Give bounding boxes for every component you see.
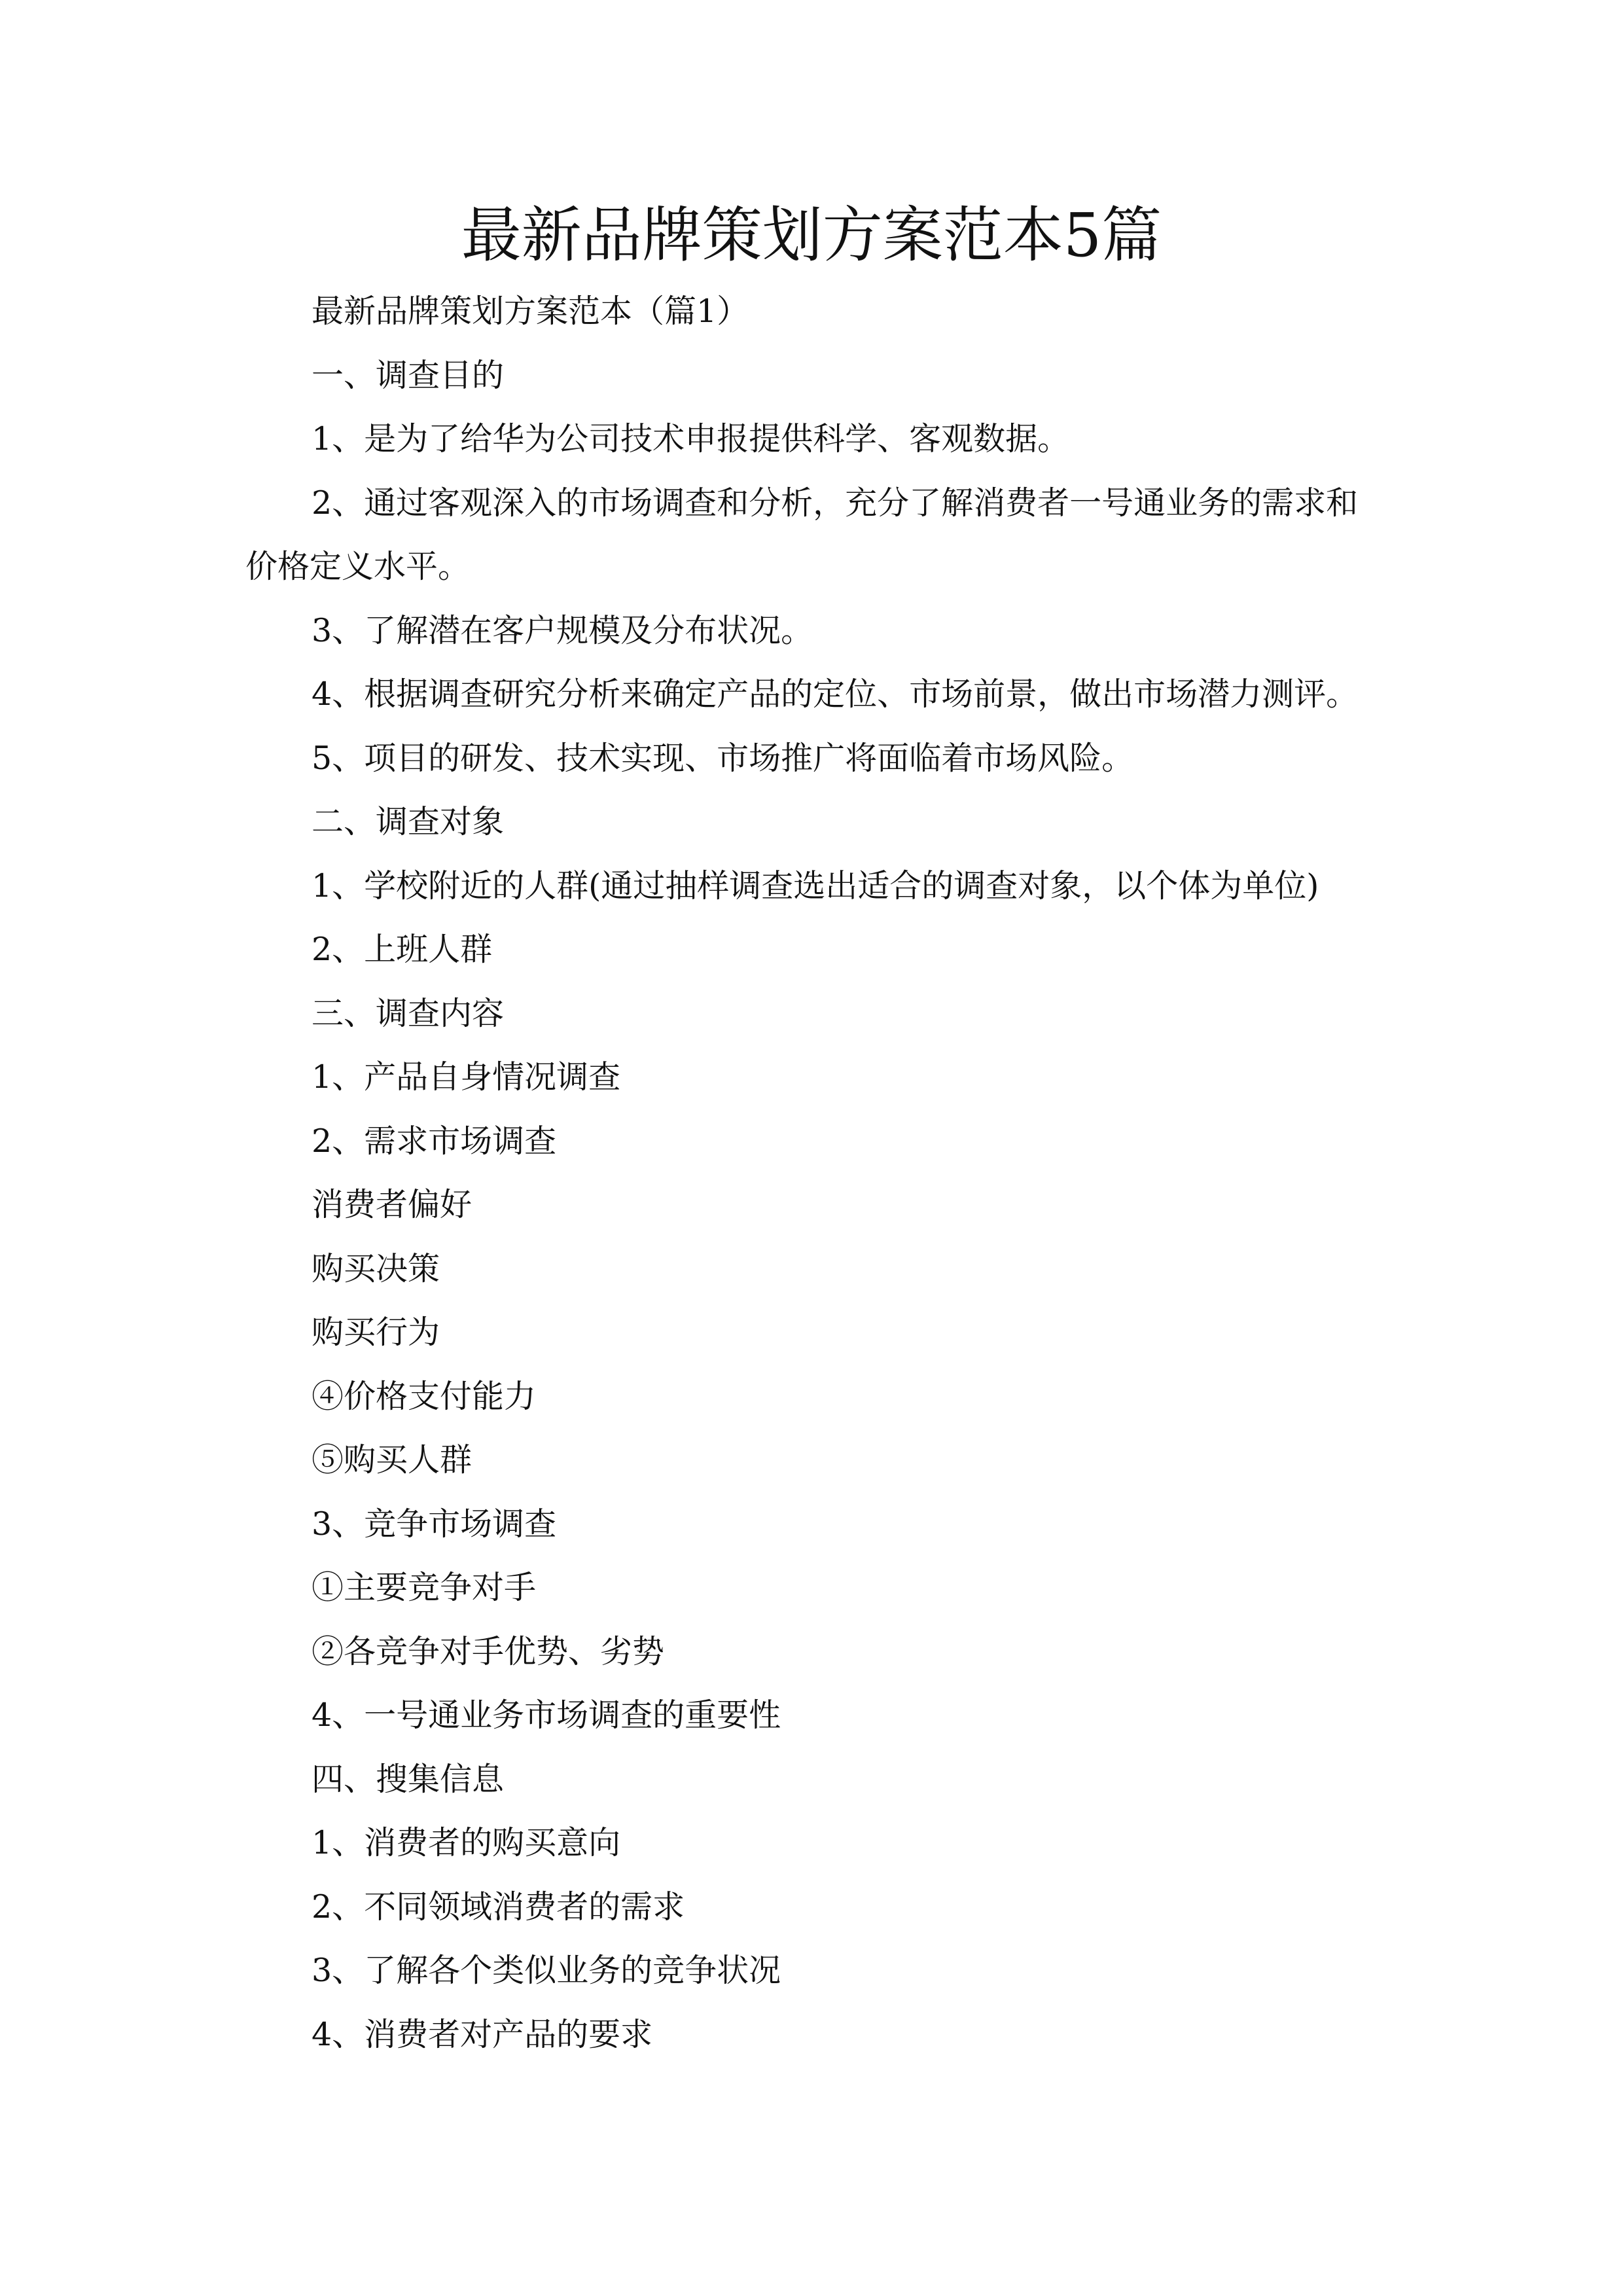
paragraph-line: 2、需求市场调查	[312, 1122, 557, 1160]
paragraph-line: 消费者偏好	[312, 1186, 473, 1223]
paragraph-line: 1、消费者的购买意向	[312, 1824, 621, 1861]
paragraph-line: ②各竞争对手优势、劣势	[312, 1632, 665, 1670]
paragraph-line: 二、调查对象	[312, 803, 505, 840]
paragraph-line: 4、消费者对产品的要求	[312, 2015, 653, 2053]
document-body	[245, 279, 1384, 2066]
paragraph-line: 2、不同领域消费者的需求	[312, 1888, 685, 1926]
paragraph-line: ⑤购买人群	[312, 1441, 473, 1479]
paragraph-line: ①主要竞争对手	[312, 1569, 537, 1606]
paragraph-line: 2、通过客观深入的市场调查和分析，充分了解消费者一号通业务的需求和	[312, 484, 1359, 522]
paragraph-line: 四、搜集信息	[312, 1760, 505, 1798]
paragraph-line: 2、上班人群	[312, 931, 493, 968]
paragraph-line: 购买决策	[312, 1249, 440, 1287]
paragraph-line: 价格定义水平。	[245, 548, 471, 585]
paragraph-line: 5、项目的研发、技术实现、市场推广将面临着市场风险。	[312, 739, 1134, 777]
paragraph-line: 3、了解各个类似业务的竞争状况	[312, 1952, 781, 1989]
paragraph-line: 1、是为了给华为公司技术申报提供科学、客观数据。	[312, 420, 1070, 457]
paragraph-line: 购买行为	[312, 1314, 440, 1351]
paragraph-line: 三、调查内容	[312, 994, 505, 1032]
paragraph-line: 4、根据调查研究分析来确定产品的定位、市场前景，做出市场潜力测评。	[312, 675, 1359, 713]
paragraph-line: 一、调查目的	[312, 356, 505, 394]
document-title: 最新品牌策划方案范本5篇	[461, 200, 1162, 270]
paragraph-line: 3、了解潜在客户规模及分布状况。	[312, 611, 813, 649]
paragraph-line: 1、学校附近的人群(通过抽样调查选出适合的调查对象，以个体为单位)	[312, 867, 1319, 905]
paragraph-line: 3、竞争市场调查	[312, 1505, 557, 1543]
paragraph-line: 4、一号通业务市场调查的重要性	[312, 1696, 781, 1734]
paragraph-line: 1、产品自身情况调查	[312, 1058, 621, 1096]
paragraph-line: 最新品牌策划方案范本（篇1）	[312, 293, 749, 330]
paragraph-line: ④价格支付能力	[312, 1377, 537, 1415]
